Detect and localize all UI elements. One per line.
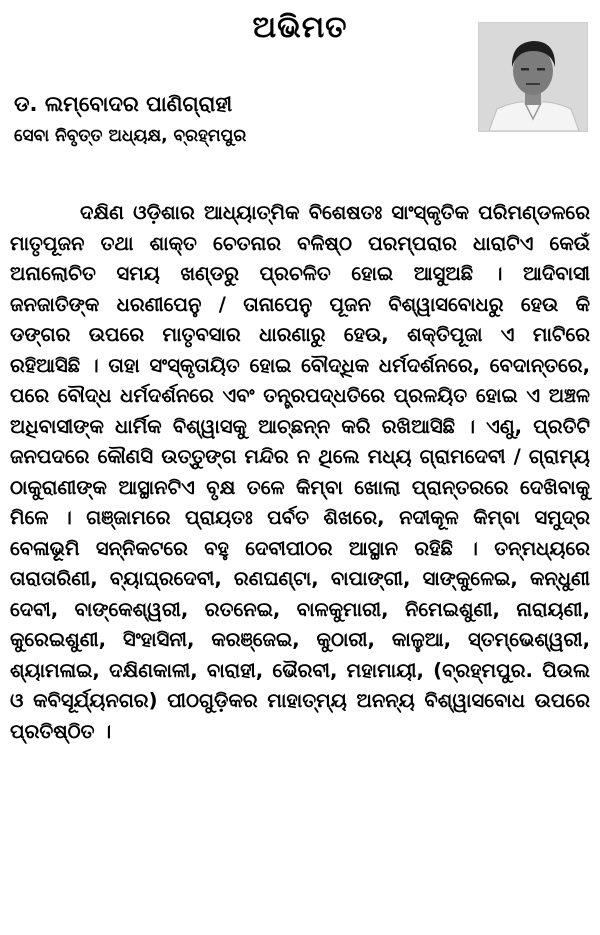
- author-name: ଡ. ଲମ୍ବୋଦର ପାଣିଗ୍ରାହୀ: [14, 92, 233, 116]
- portrait-photo: [478, 22, 588, 132]
- portrait-icon: [479, 23, 587, 131]
- body-paragraph: ଦକ୍ଷିଣ ଓଡ଼ିଶାର ଆଧ୍ୟାତ୍ମିକ ବିଶେଷତଃ ସାଂସ୍କୃତିକ ପରିମଣ୍ଡଳରେ ମାତୃପୂଜନ ତଥା ଶାକ୍ତ ଚେତନାର ବଳିଷ୍ଠ ପରମ୍ପରାର ଧାରାଟିଏ କେଉଁ ଅନାଲୋଚିତ ସମୟ ଖଣ୍ଡରୁ ପ୍ରଚଳିତ ହୋଇ ଆସୁଅଛି । ଆଦିବାସୀ ଜନଜାତିଙ୍କ ଧରଣୀପେନୁ / ତାନାପେନୁ ପୂଜନ ବିଶ୍ୱାସବୋଧରୁ ହେଉ କି ଡଙ୍ଗର ଉପରେ ମାତୃବସାର ଧାରଣାରୁ ହେଉ, ଶକ୍ତିପୂଜା ଏ ମାଟିରେ ରହିଆସିଛି । ତାହା ସଂସ୍କୃତାୟିତ ହୋଇ ବୌଦ୍ଧିକ ଧର୍ମଦର୍ଶନରେ, ବେଦାନ୍ତରେ, ପରେ ବୌଦ୍ଧ ଧର୍ମଦର୍ଶନରେ ଏବଂ ତନ୍ତ୍ରପଦ୍ଧତିରେ ପ୍ରଳୟିତ ହୋଇ ଏ ଅଞ୍ଚଳ ଅଧିବାସୀଙ୍କ ଧାର୍ମିକ ବିଶ୍ୱାସକୁ ଆଚ୍ଛନ୍ନ କରି ରଖିଆସିଛି । ଏଣୁ, ପ୍ରତିଟି ଜନପଦରେ କୌଣସି ଉତ୍ତୁଙ୍ଗ ମନ୍ଦିର ନ ଥିଲେ ମଧ୍ୟ ଗ୍ରାମଦେବୀ / ଗ୍ରାମ୍ୟ ଠାକୁରାଣୀଙ୍କ ଆସ୍ଥାନଟିଏ ବୃକ୍ଷ ତଳେ କିମ୍ବା ଖୋଲା ପ୍ରାନ୍ତରରେ ଦେଖିବାକୁ ମିଳେ । ଗଞ୍ଜାମରେ ପ୍ରାୟତଃ ପର୍ବତ ଶିଖରେ, ନଦୀକୂଳ କିମ୍ବା ସମୁଦ୍ର ବେଳାଭୂମି ସନ୍ନିକଟରେ ବହୁ ଦେବୀପୀଠର ଆସ୍ଥାନ ରହିଛି । ତନ୍ମଧ୍ୟରେ ତାରାତାରିଣୀ, ବ୍ୟାଘ୍ରଦେବୀ, ରଣଘଣ୍ଟା, ବାପାଙ୍ଗୀ, ସାଙ୍କୁଳେଇ, କନ୍ଧୁଣୀ ଦେବୀ, ବାଙ୍କେଶ୍ୱରୀ, ରତନେଇ, ବାଳକୁମାରୀ, ନିମେଇଶୁଣୀ, ନାରାୟଣୀ, କୁରେଇଶୁଣୀ, ସିଂହାସିନୀ, କରଞ୍ଜେଇ, କୁଠାରୀ, କାଳୁଆ, ସ୍ତମ୍ଭେଶ୍ୱରୀ, ଶ୍ୟାମଳାଇ, ଦକ୍ଷିଣକାଳୀ, ବାରାହୀ, ଭୈରବୀ, ମହାମାୟୀ, (ବ୍ରହ୍ମପୁର. ପିଉଲ ଓ କବିସୂର୍ଯ୍ୟନଗର) ପୀଠଗୁଡ଼ିକର ମାହାତ୍ମ୍ୟ ଅନନ୍ୟ ବିଶ୍ୱାସବୋଧ ଉପରେ ପ୍ରତିଷ୍ଠିତ ।: [10, 201, 590, 743]
- page-title: ଅଭିମତ: [252, 10, 348, 45]
- author-designation: ସେବା ନିବୃତ୍ତ ଅଧ୍ୟକ୍ଷ, ବ୍ରହ୍ମପୁର: [14, 126, 247, 146]
